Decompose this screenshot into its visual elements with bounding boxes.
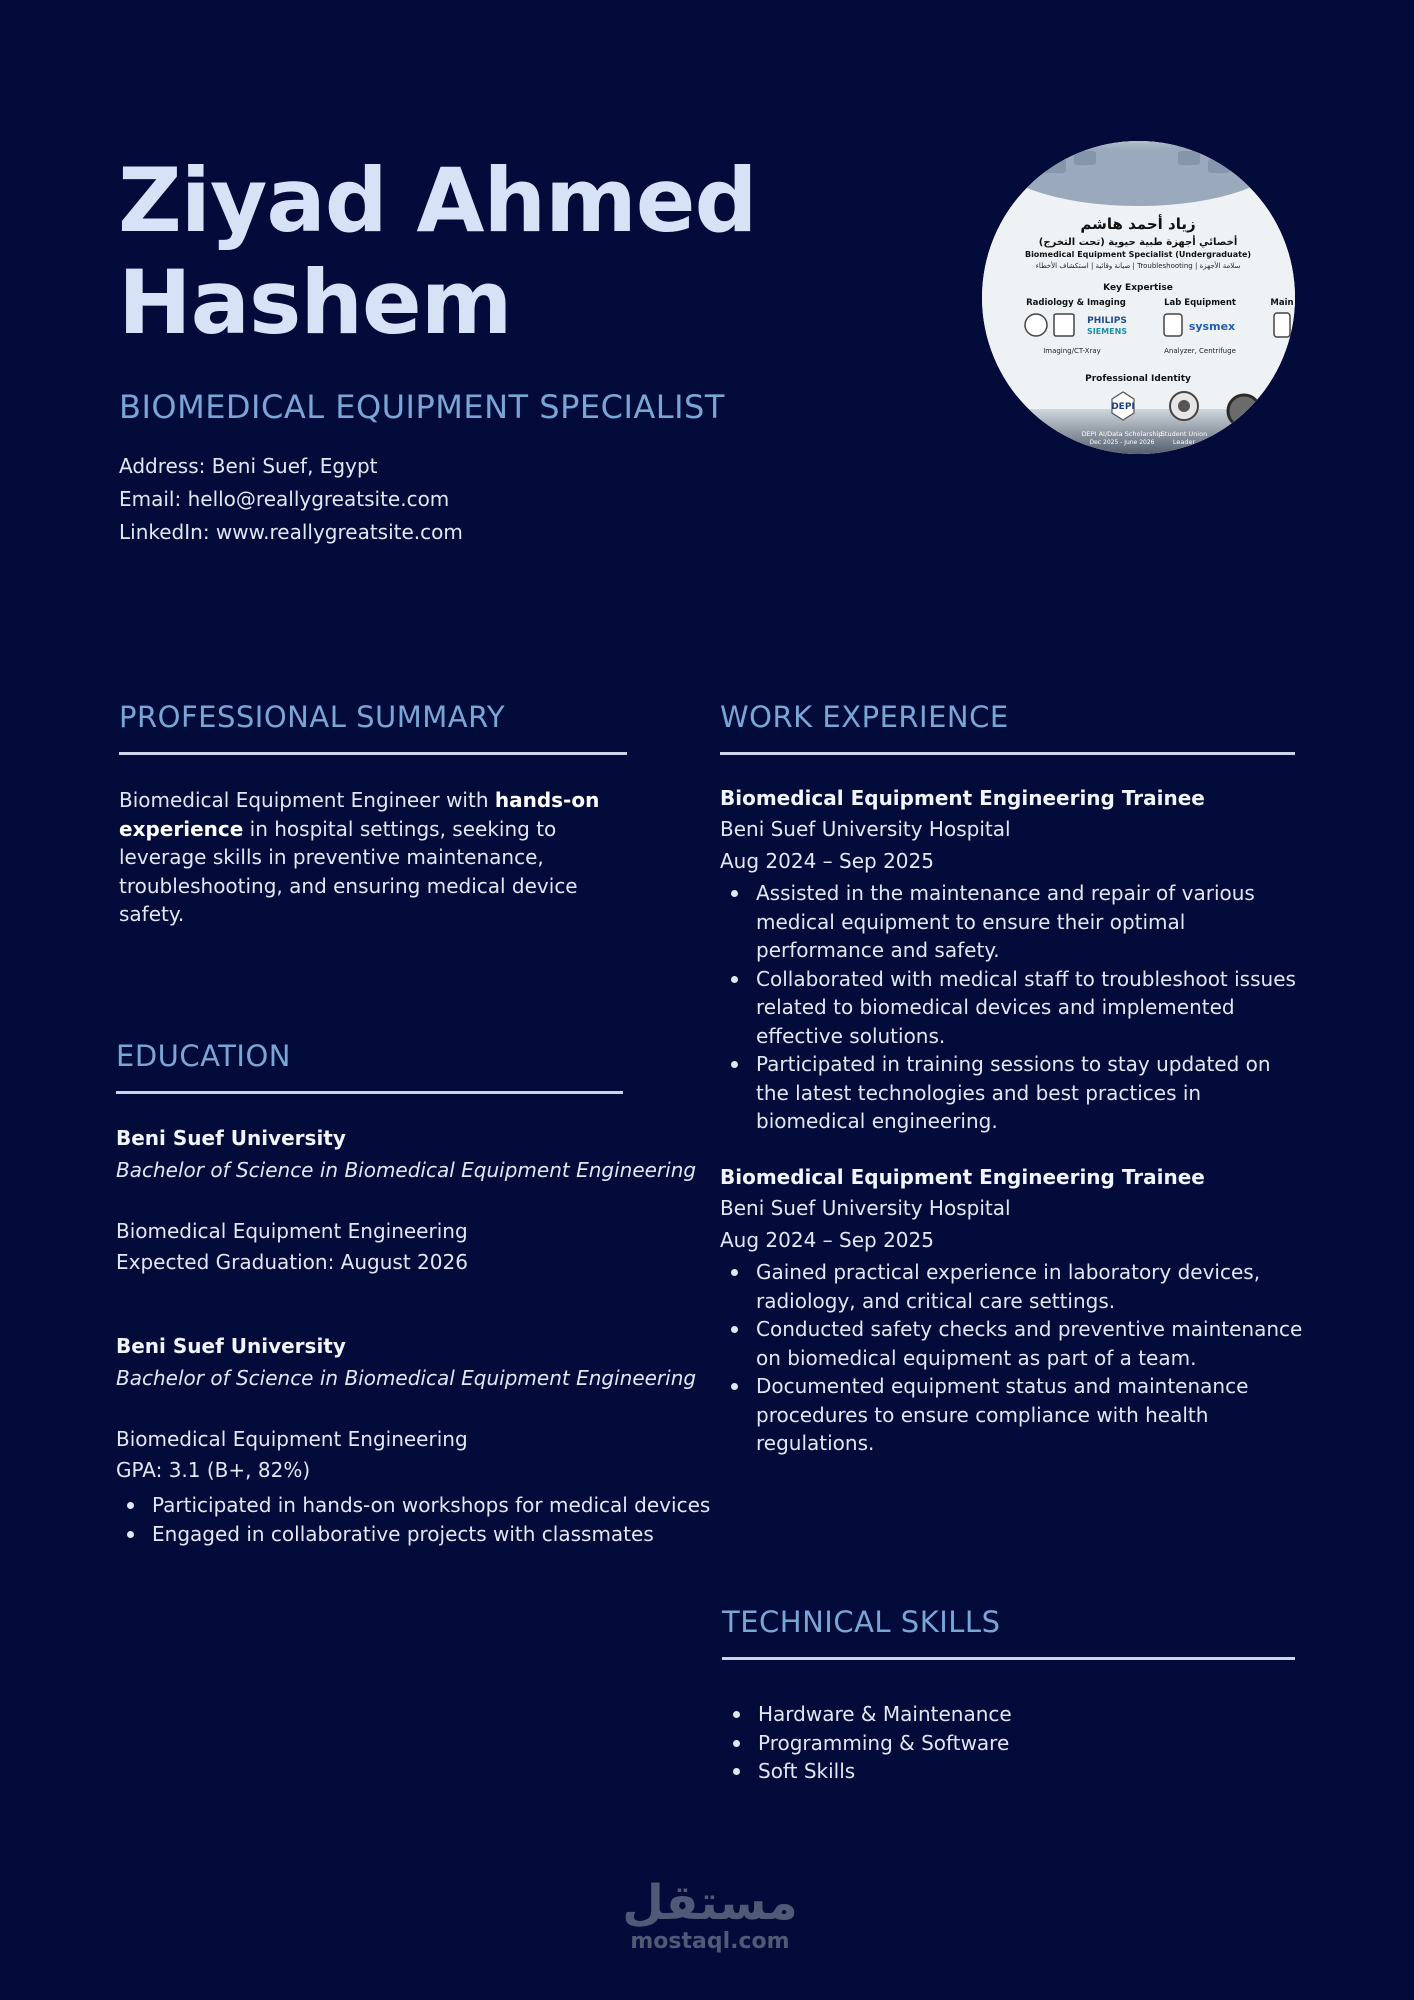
list-item: Assisted in the maintenance and repair of various medical equipment to ensure their optimal performance and safety. [756,879,1305,965]
photo-col2-title: Lab Equipment [1164,298,1236,308]
watermark-latin: mostaql.com [630,1929,790,1954]
list-item: Hardware & Maintenance [758,1700,1012,1729]
work-bullets [720,879,1305,1136]
work-role: Biomedical Equipment Engineering Trainee [720,1165,1205,1189]
education-divider [116,1091,623,1094]
work-dates: Aug 2024 – Sep 2025 [720,1228,934,1252]
education-entry [116,1126,696,1274]
photo-badge1-caption: DEPI AI/Data Scholarship [1081,430,1163,438]
photo-tagline: صيانة وقائية | استكشاف الأخطاء | Troubleshooting | سلامة الأجهزة [1035,262,1241,270]
photo-col1-caption: Imaging/CT-Xray [1043,347,1101,355]
list-item: Gained practical experience in laboratory devices, radiology, and critical care settings. [756,1258,1305,1315]
education-school: Beni Suef University [116,1126,346,1150]
photo-name-ar: زياد أحمد هاشم [1080,215,1196,233]
summary-text-bold: hands-on experience [119,788,600,841]
education-gpa: GPA: 3.1 (B+, 82%) [116,1458,311,1482]
work-role: Biomedical Equipment Engineering Trainee [720,786,1205,810]
contact-info [119,450,463,549]
list-item: Participated in training sessions to stay updated on the latest technologies and best practices in biomedical engineering. [756,1050,1305,1136]
profile-photo [982,141,1295,454]
list-item: Documented equipment status and maintenance procedures to ensure compliance with health regulations. [756,1372,1305,1458]
skills-title: TECHNICAL SKILLS [722,1605,1001,1639]
photo-col1-title: Radiology & Imaging [1026,298,1126,308]
summary-title: PROFESSIONAL SUMMARY [119,700,506,734]
brand-sysmex: sysmex [1188,320,1236,333]
contact-linkedin: LinkedIn: www.reallygreatsite.com [119,520,463,544]
list-item: Programming & Software [758,1729,1012,1758]
photo-professional-identity: Professional Identity [1085,374,1191,384]
photo-subtitle-en: Biomedical Equipment Specialist (Undergraduate) [1024,250,1252,259]
photo-badge2-caption2: Leader [1172,438,1196,446]
education-degree: Bachelor of Science in Biomedical Equipment Engineering [116,1366,697,1390]
brand-siemens: SIEMENS [1086,327,1128,336]
list-item: Participated in hands-on workshops for medical devices [152,1491,710,1520]
work-entry [720,786,1305,1136]
list-item: Conducted safety checks and preventive maintenance on biomedical equipment as part of a team. [756,1315,1305,1372]
monitor-icon [1274,313,1290,337]
summary-text-part1: Biomedical Equipment Engineer with [119,788,495,812]
profile-graphic [982,141,1295,454]
list-item: Engaged in collaborative projects with classmates [152,1520,710,1549]
skills-divider [722,1657,1295,1660]
list-item: Collaborated with medical staff to troubleshoot issues related to biomedical devices and implemented effective solutions. [756,965,1305,1051]
photo-col2-caption: Analyzer, Centrifuge [1164,347,1236,355]
name-line-2: Hashem [118,251,512,354]
summary-divider [119,752,627,755]
contact-email: Email: hello@reallygreatsite.com [119,487,450,511]
education-field: Biomedical Equipment Engineering [116,1427,468,1451]
candidate-name [118,150,838,354]
education-graduation: Expected Graduation: August 2026 [116,1250,468,1274]
work-title: WORK EXPERIENCE [720,700,1009,734]
summary-text-part2: in hospital settings, seeking to leverage skills in preventive maintenance, troubleshooting, and ensuring medical device safety. [119,816,578,926]
mostaql-watermark [600,1875,820,1956]
work-place: Beni Suef University Hospital [720,817,1011,841]
skills-list [722,1700,1012,1786]
photo-subtitle-ar: أخصائي أجهزة طبية حيوية (تحت التخرج) [1038,237,1238,248]
work-entry [720,1165,1305,1458]
contact-address: Address: Beni Suef, Egypt [119,454,378,478]
education-field: Biomedical Equipment Engineering [116,1219,468,1243]
job-title: BIOMEDICAL EQUIPMENT SPECIALIST [119,388,725,426]
analyzer-icon [1164,314,1182,336]
education-school: Beni Suef University [116,1334,346,1358]
name-line-1: Ziyad Ahmed [118,149,757,252]
photo-key-expertise: Key Expertise [1103,283,1173,293]
work-dates: Aug 2024 – Sep 2025 [720,849,934,873]
list-item: Soft Skills [758,1757,1012,1786]
imaging-icon [1025,314,1047,336]
brand-philips: PHILIPS [1087,316,1127,326]
photo-badge2-caption: Student Union [1160,430,1208,438]
work-place: Beni Suef University Hospital [720,1196,1011,1220]
summary-text [119,786,639,929]
watermark-arabic: مستقل [622,1875,798,1931]
seal-icon [1228,395,1260,427]
work-divider [720,752,1295,755]
work-bullets [720,1258,1305,1458]
photo-badge1-date: Dec 2025 - June 2026 [1089,439,1155,446]
education-title: EDUCATION [116,1039,292,1073]
education-bullets [116,1491,710,1548]
skills-bullets [722,1700,1012,1786]
xray-icon [1054,314,1074,336]
education-entry [116,1334,710,1548]
photo-badge1: DEPI [1111,402,1135,412]
photo-col3-title: Main [1270,298,1294,308]
education-degree: Bachelor of Science in Biomedical Equipment Engineering [116,1158,697,1182]
